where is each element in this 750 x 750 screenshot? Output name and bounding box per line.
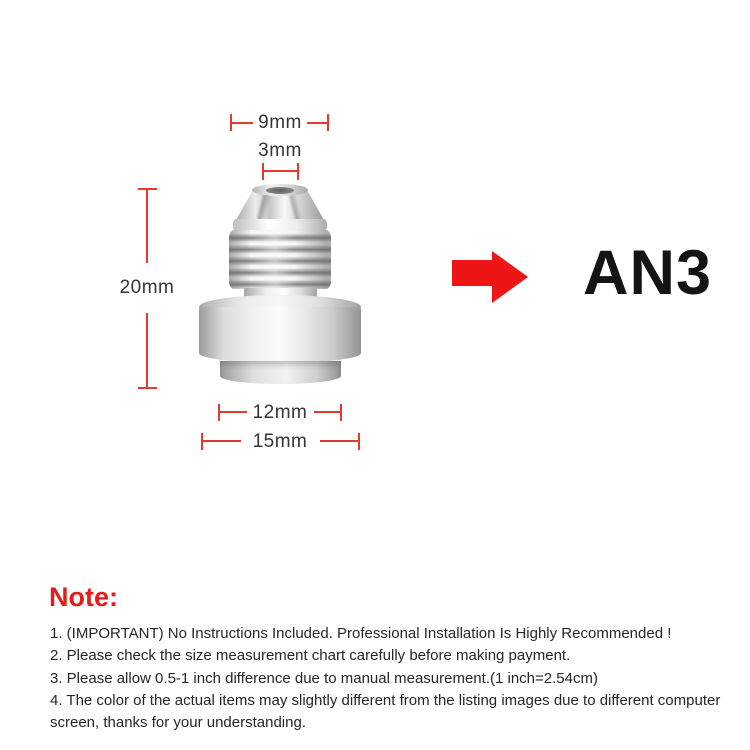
right-arrow-icon bbox=[450, 250, 530, 304]
dim-label-3mm: 3mm bbox=[258, 140, 302, 161]
dim-label-9mm: 9mm bbox=[258, 112, 302, 133]
fitting-base-body bbox=[199, 307, 361, 363]
product-size-label: AN3 bbox=[583, 238, 713, 308]
note-item: 2. Please check the size measurement chart carefully before making payment. bbox=[50, 647, 571, 665]
dim-label-20mm: 20mm bbox=[119, 277, 175, 298]
dim-line bbox=[146, 188, 148, 263]
dim-label-15mm: 15mm bbox=[252, 431, 308, 452]
dim-line bbox=[320, 440, 360, 442]
dim-tick bbox=[358, 433, 360, 450]
dim-line bbox=[307, 122, 329, 124]
dim-tick bbox=[327, 114, 329, 131]
dim-label-12mm: 12mm bbox=[252, 402, 308, 423]
dim-line bbox=[262, 170, 299, 172]
dim-tick bbox=[340, 404, 342, 421]
fitting-base-step bbox=[220, 361, 341, 384]
note-item: 3. Please allow 0.5-1 inch difference due to manual measurement.(1 inch=2.54cm) bbox=[50, 669, 598, 687]
note-list bbox=[50, 623, 742, 734]
note-item: 4. The color of the actual items may slightly different from the listing images due to different computer screen, thanks for your understanding. bbox=[50, 691, 721, 732]
note-heading: Note: bbox=[49, 582, 118, 612]
fitting-bore-hole bbox=[266, 187, 294, 194]
dim-line bbox=[146, 313, 148, 389]
fitting-threads bbox=[229, 230, 331, 289]
dim-line bbox=[314, 411, 342, 413]
note-item: 1. (IMPORTANT) No Instructions Included. Professional Installation Is Highly Recommended ! bbox=[50, 625, 672, 642]
dim-tick bbox=[297, 163, 299, 180]
dim-tick bbox=[138, 387, 157, 389]
